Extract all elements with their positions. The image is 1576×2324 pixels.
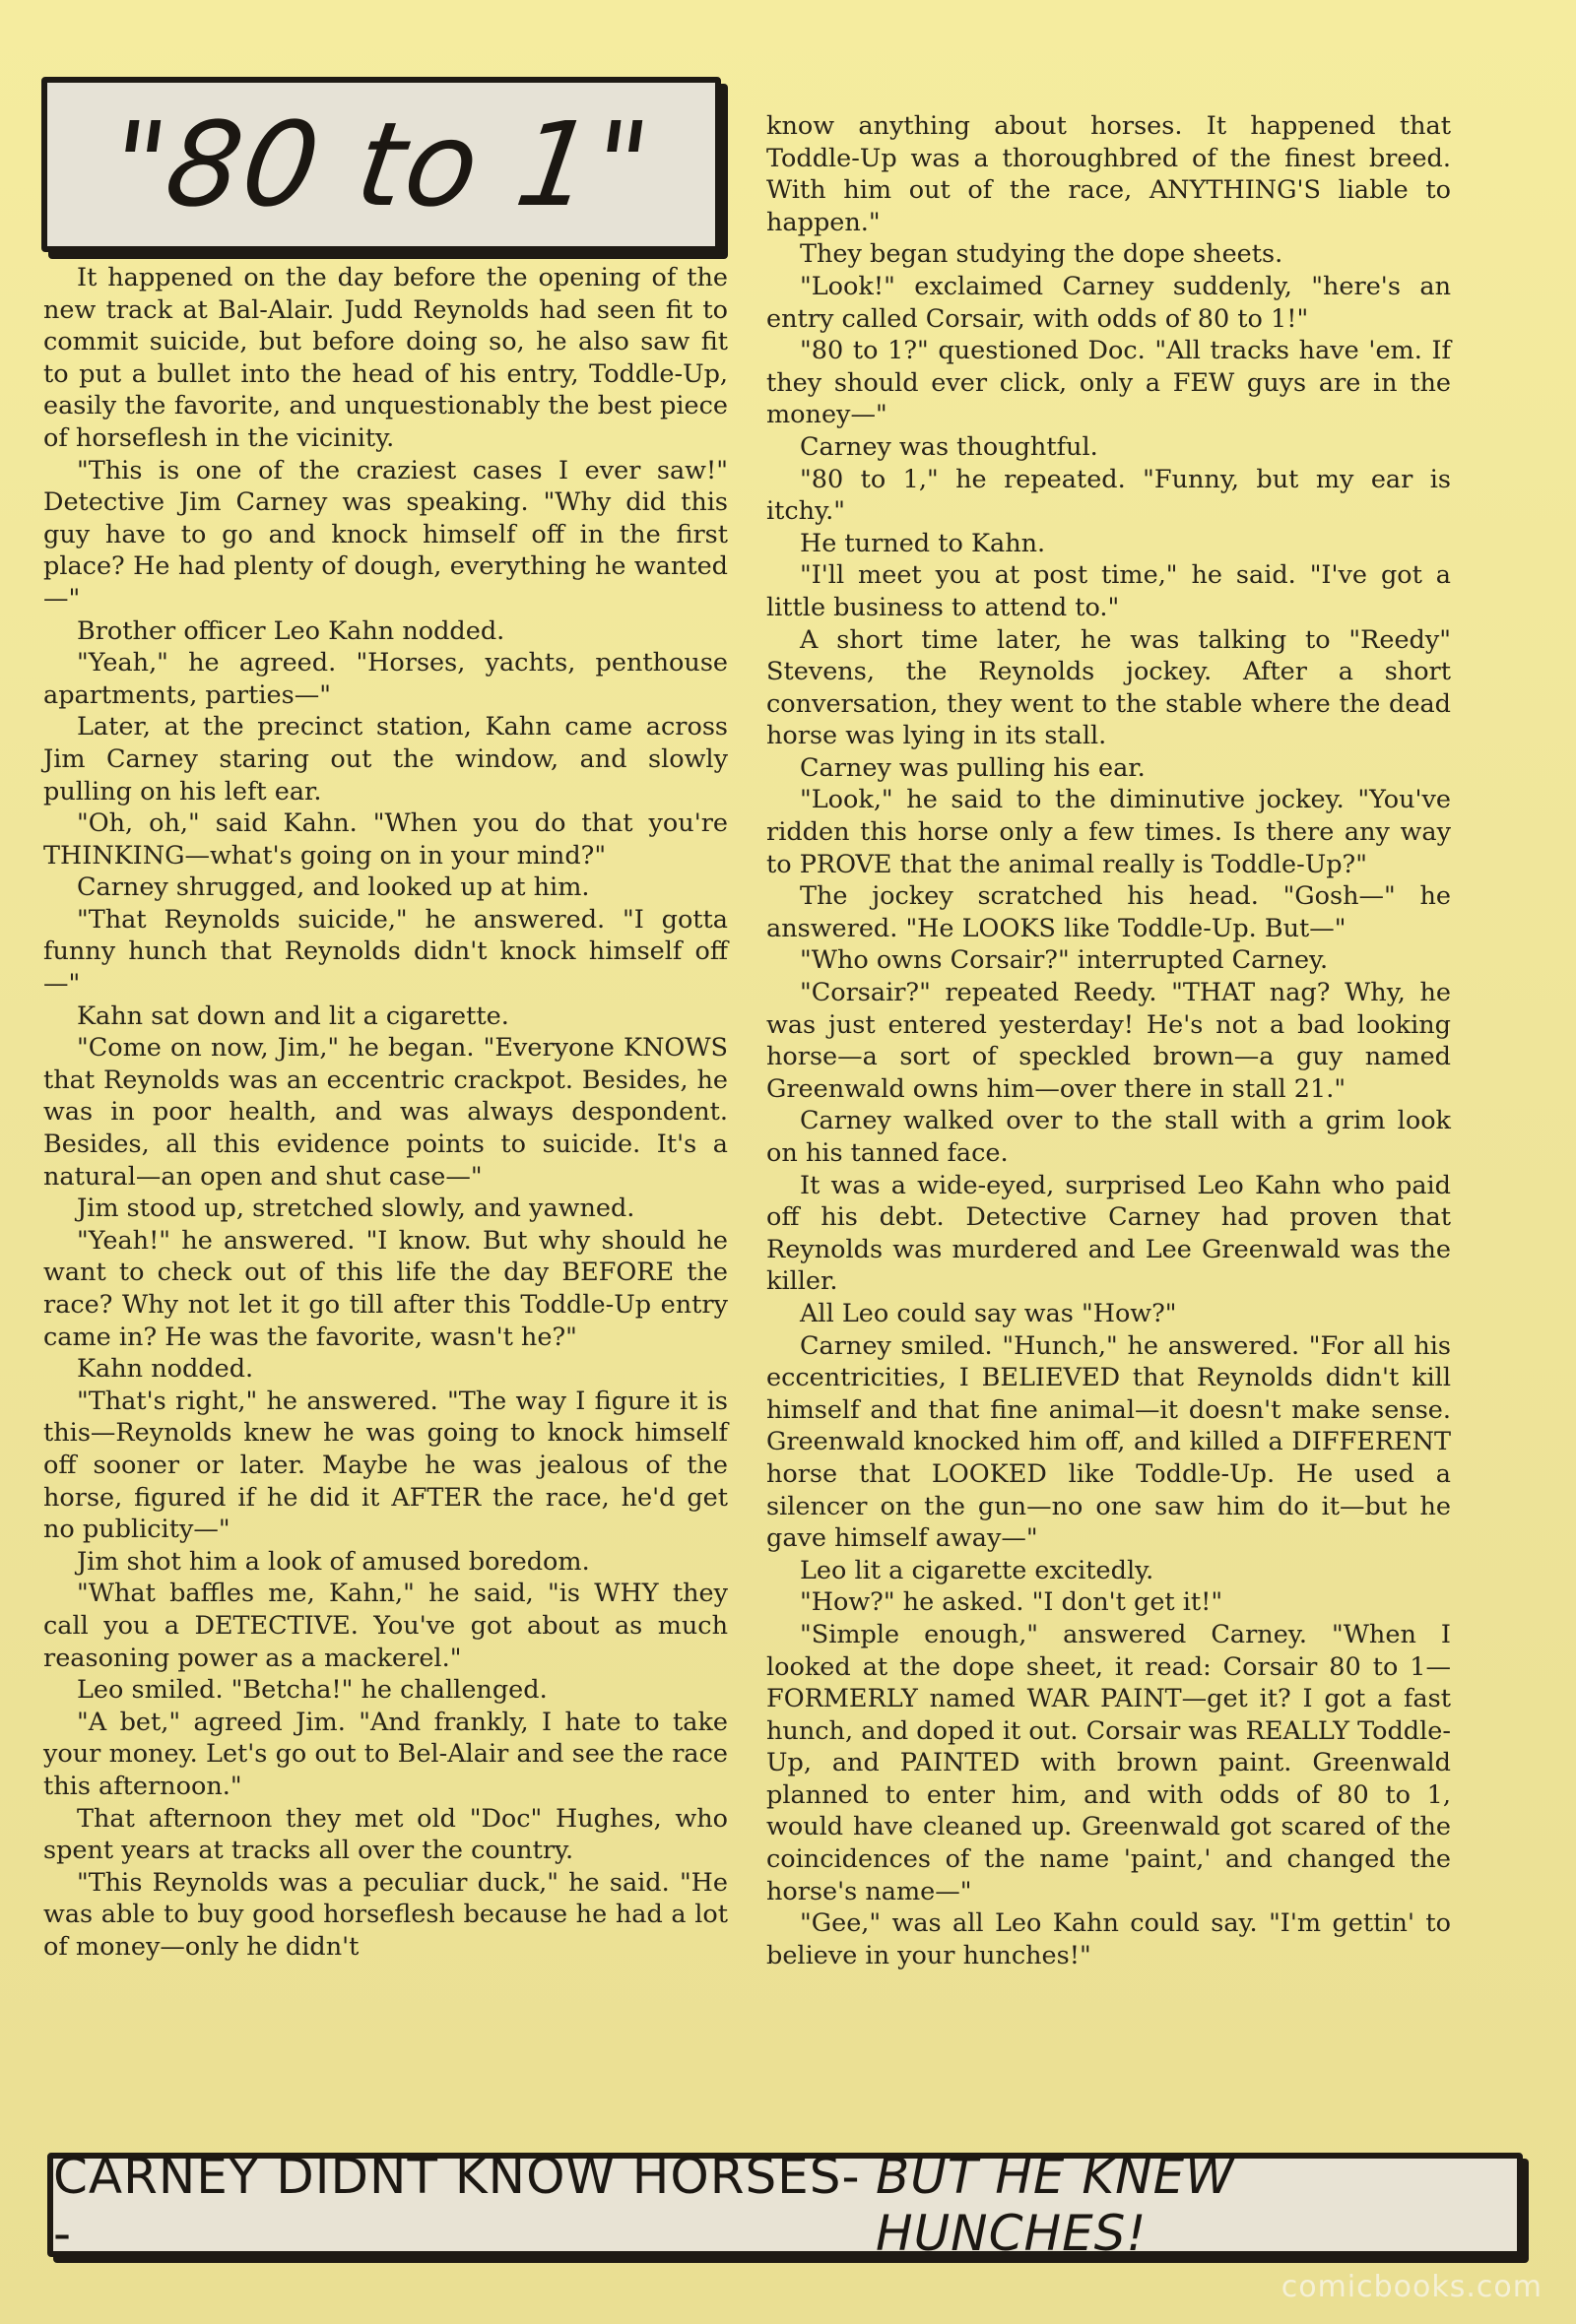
paragraph: "A bet," agreed Jim. "And frankly, I hate to take your money. Let's go out to Bel-Alair and see the race this afternoon."	[43, 1707, 728, 1801]
paragraph-continuation: know anything about horses. It happened that Toddle-Up was a thoroughbred of the finest breed. With him out of the race, ANYTHING'S liable to happen."	[766, 111, 1451, 237]
paragraph: All Leo could say was "How?"	[800, 1298, 1177, 1328]
paragraph: "This Reynolds was a peculiar duck," he said. "He was able to buy good horseflesh because he had a lot of money—only he didn't	[43, 1867, 728, 1962]
paragraph: Carney shrugged, and looked up at him.	[77, 872, 590, 903]
paragraph: Jim shot him a look of amused boredom.	[77, 1546, 590, 1577]
paragraph: That afternoon they met old "Doc" Hughes, who spent years at tracks all over the country.	[43, 1803, 728, 1866]
paragraph: Carney was thoughtful.	[800, 431, 1098, 462]
paragraph: Carney walked over to the stall with a grim look on his tanned face.	[766, 1106, 1451, 1168]
paragraph: "80 to 1?" questioned Doc. "All tracks have 'em. If they should ever click, only a FEW guys are in the money—"	[766, 336, 1451, 430]
paragraph: "Yeah," he agreed. "Horses, yachts, penthouse apartments, parties—"	[43, 648, 728, 710]
paragraph: "Simple enough," answered Carney. "When I looked at the dope sheet, it read: Corsair 80 to 1—FORMERLY named WAR PAINT—get it? I got a fast hunch, and doped it out. Corsair was REALLY Toddle-Up, and PAINTED with brown paint. Greenwald planned to enter him, and with odds of 80 to 1, would have cleaned up. Greenwald got scared of the coincidences of the name 'paint,' and changed the horse's name—"	[766, 1619, 1451, 1906]
paragraph: "Come on now, Jim," he began. "Everyone KNOWS that Reynolds was an eccentric crackpot. Besides, he was in poor health, and was always despondent. Besides, all this evidence points to suicide. It's a natural—an open and shut case—"	[43, 1033, 728, 1192]
banner-text-part2: BUT HE KNEW HUNCHES!	[875, 2148, 1235, 2262]
paragraph: "Corsair?" repeated Reedy. "THAT nag? Why, he was just entered yesterday! He's not a bad looking horse—a sort of speckled brown—a guy named Greenwald owns him—over there in stall 21."	[766, 978, 1451, 1104]
paragraph: Kahn sat down and lit a cigarette.	[77, 1001, 509, 1031]
paragraph: "That's right," he answered. "The way I figure it is this—Reynolds knew he was going to knock himself off sooner or later. Maybe he was jealous of the horse, figured if he did it AFTER the race, he'd get no publicity—"	[43, 1386, 728, 1545]
paragraph: Brother officer Leo Kahn nodded.	[77, 615, 505, 646]
paragraph: Carney smiled. "Hunch," he answered. "For all his eccentricities, I BELIEVED that Reynolds didn't kill himself and that fine animal—it doesn't make sense. Greenwald knocked him off, and killed a DIFFERENT horse that LOOKED like Toddle-Up. He used a silencer on the gun—no one saw him do it—but he gave himself away—"	[766, 1330, 1451, 1554]
paragraph: Later, at the precinct station, Kahn came across Jim Carney staring out the window, and slowly pulling on his left ear.	[43, 712, 728, 807]
banner-text-part1: CARNEY DIDNT KNOW HORSES--	[53, 2148, 861, 2262]
paragraph: Kahn nodded.	[77, 1354, 254, 1385]
paragraph: The jockey scratched his head. "Gosh—" he answered. "He LOOKS like Toddle-Up. But—"	[766, 881, 1451, 943]
paragraph: "That Reynolds suicide," he answered. "I gotta funny hunch that Reynolds didn't knock himself off—"	[43, 904, 728, 1000]
paragraph: "This is one of the craziest cases I ever saw!" Detective Jim Carney was speaking. "Why did this guy have to go and knock himself off in the first place? He had plenty of dough, everything he wanted—"	[43, 455, 728, 613]
story-title-box	[41, 77, 721, 252]
paragraph: "Oh, oh," said Kahn. "When you do that you're THINKING—what's going on in your mind?"	[43, 808, 728, 871]
paragraph: "Gee," was all Leo Kahn could say. "I'm gettin' to believe in your hunches!"	[766, 1908, 1451, 1970]
closing-banner	[47, 2148, 1523, 2262]
paragraph: Jim stood up, stretched slowly, and yawned.	[77, 1194, 635, 1224]
site-watermark: comicbooks.com	[1280, 2270, 1543, 2304]
paragraph: "I'll meet you at post time," he said. "I've got a little business to attend to."	[766, 560, 1451, 622]
paragraph: A short time later, he was talking to "Reedy" Stevens, the Reynolds jockey. After a short conversation, they went to the stable where the dead horse was lying in its stall.	[766, 624, 1451, 751]
paragraph: It happened on the day before the opening of the new track at Bal-Alair. Judd Reynolds had seen fit to commit suicide, but before doing so, he also saw fit to put a bullet into the head of his entry, Toddle-Up, easily the favorite, and unquestionably the best piece of horseflesh in the vicinity.	[43, 263, 728, 453]
story-title: "80 to 1"	[102, 97, 660, 232]
paragraph: "Yeah!" he answered. "I know. But why should he want to check out of this life the day BEFORE the race? Why not let it go till after this Toddle-Up entry came in? He was the favorite, wasn't he?"	[43, 1225, 728, 1352]
paragraph: They began studying the dope sheets.	[800, 239, 1283, 270]
paragraph: "Look," he said to the diminutive jockey. "You've ridden this horse only a few times. Is there any way to PROVE that the animal really is Toddle-Up?"	[766, 785, 1451, 879]
paragraph: Leo lit a cigarette excitedly.	[800, 1555, 1154, 1585]
left-text-column	[43, 262, 728, 1963]
paragraph: "Who owns Corsair?" interrupted Carney.	[800, 945, 1329, 976]
paragraph: Carney was pulling his ear.	[800, 752, 1146, 783]
paragraph: "How?" he asked. "I don't get it!"	[800, 1587, 1223, 1618]
paragraph: "80 to 1," he repeated. "Funny, but my ear is itchy."	[766, 464, 1451, 527]
paragraph: "Look!" exclaimed Carney suddenly, "here's an entry called Corsair, with odds of 80 to 1!"	[766, 271, 1451, 334]
paragraph: Leo smiled. "Betcha!" he challenged.	[77, 1675, 548, 1706]
paragraph: He turned to Kahn.	[800, 528, 1046, 558]
right-text-column	[766, 110, 1451, 1971]
paragraph: It was a wide-eyed, surprised Leo Kahn who paid off his debt. Detective Carney had proven that Reynolds was murdered and Lee Greenwald was the killer.	[766, 1170, 1451, 1297]
paragraph: "What baffles me, Kahn," he said, "is WHY they call you a DETECTIVE. You've got about as much reasoning power as a mackerel."	[43, 1579, 728, 1673]
